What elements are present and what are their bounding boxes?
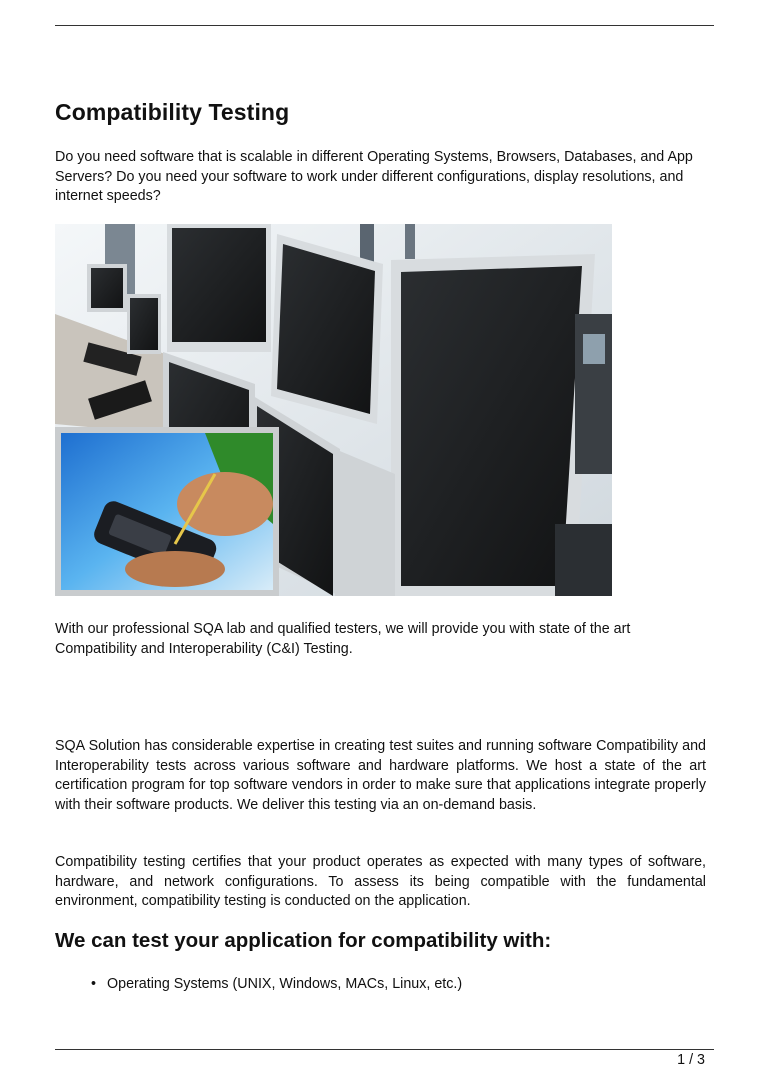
- bullet-icon: •: [91, 976, 97, 992]
- list-item: [55, 974, 462, 994]
- page-title: Compatibility Testing: [55, 99, 290, 125]
- expertise-paragraph: SQA Solution has considerable expertise in creating test suites and running software Compatibility and Interoperability tests across various software and hardware platforms. We host a state of the art certification program for top software vendors in order to make sure that applications integrate properly with their software products. We deliver this testing via an on-demand basis.: [55, 738, 706, 813]
- list-item-label: Operating Systems (UNIX, Windows, MACs, Linux, etc.): [107, 976, 463, 992]
- intro-paragraph: Do you need software that is scalable in different Operating Systems, Browsers, Databases, and App Servers? Do you need your software to work under different configurations, display resolutions, and internet speeds?: [55, 149, 693, 204]
- list-heading: We can test your application for compatibility with:: [55, 929, 552, 952]
- page-number: 1 / 3: [677, 1052, 705, 1068]
- header-rule: [55, 25, 714, 26]
- lab-paragraph: With our professional SQA lab and qualified testers, we will provide you with state of the art Compatibility and Interoperability (C&I) Testing.: [55, 621, 631, 657]
- footer-rule: [55, 1049, 714, 1050]
- compat-list: [55, 974, 462, 994]
- certifies-paragraph: Compatibility testing certifies that your product operates as expected with many types of software, hardware, and network configurations. To assess its being compatible with the fundamental environment, compatibility testing is conducted on the application.: [55, 854, 706, 909]
- lab-photo: [55, 224, 612, 596]
